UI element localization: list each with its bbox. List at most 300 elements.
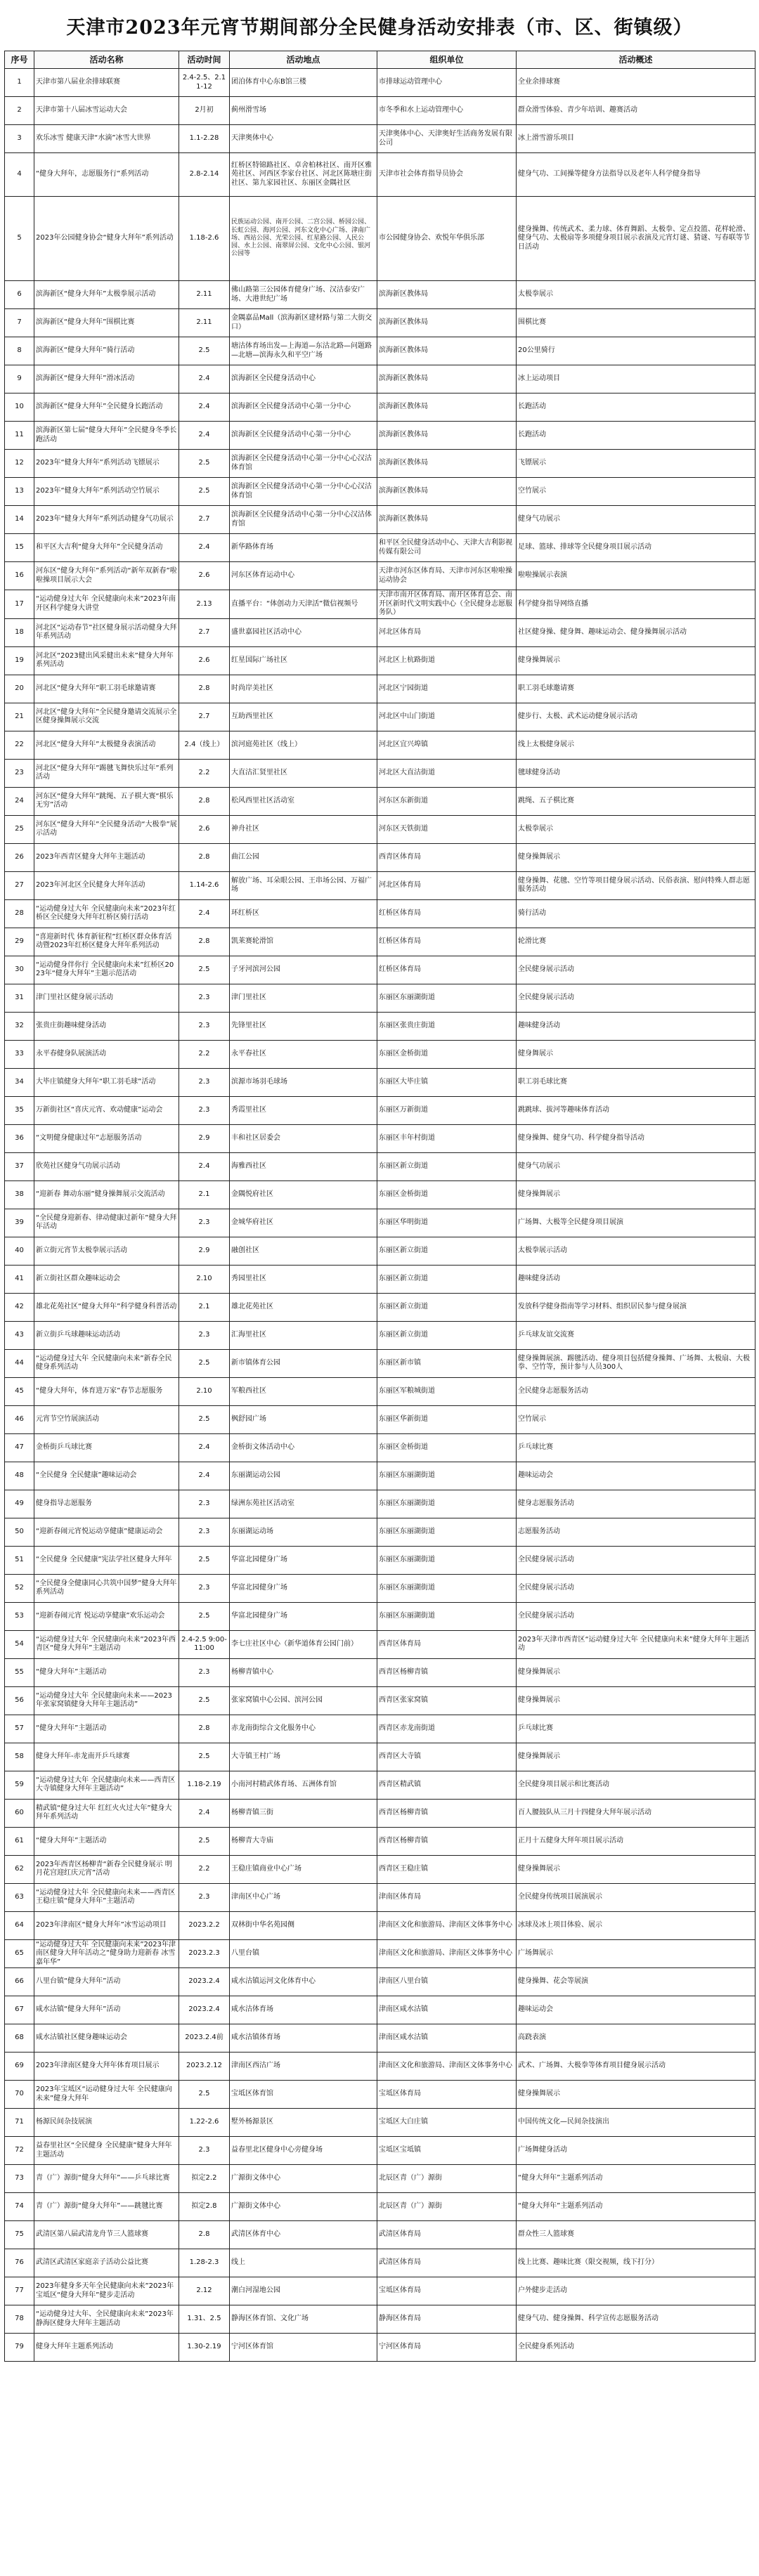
cell-time: 2.2 bbox=[179, 759, 230, 787]
cell-time: 2.5 bbox=[179, 450, 230, 478]
cell-activity-name: “全民健身全健康同心共筑中国梦”健身大拜年系列活动 bbox=[34, 1574, 179, 1602]
cell-location: 金隅悦府社区 bbox=[230, 1180, 377, 1209]
table-row bbox=[5, 1686, 755, 1715]
cell-description: “健身大拜年”主题系列活动 bbox=[517, 2193, 755, 2221]
cell-index: 25 bbox=[5, 815, 34, 843]
cell-activity-name: 河北区“健身大拜年”全民健身邀请交流展示全区健身操舞展示交流 bbox=[34, 703, 179, 731]
table-row bbox=[5, 1518, 755, 1546]
cell-time: 2.8 bbox=[179, 1715, 230, 1743]
cell-time: 2023.2.12 bbox=[179, 2053, 230, 2081]
cell-activity-name: 永平春健身队展演活动 bbox=[34, 1040, 179, 1068]
cell-location: 滨海新区全民健身活动中心第一分中心 bbox=[230, 422, 377, 450]
cell-organizer: 滨海新区教体局 bbox=[377, 450, 517, 478]
cell-description: 健身气功、健身操舞、科学宣传志愿服务活动 bbox=[517, 2305, 755, 2334]
cell-description: 高跷表演 bbox=[517, 2024, 755, 2053]
header-cell: 活动概述 bbox=[517, 51, 755, 69]
cell-organizer: 宝坻区大白庄镇 bbox=[377, 2109, 517, 2137]
cell-activity-name: 河东区“健身大拜年”跳绳、五子棋大赛“棋乐无穷”活动 bbox=[34, 787, 179, 815]
cell-location: 蓟州滑雪场 bbox=[230, 97, 377, 125]
cell-time: 2.5 bbox=[179, 1686, 230, 1715]
cell-index: 66 bbox=[5, 1968, 34, 1996]
cell-organizer: 东丽区华明街道 bbox=[377, 1209, 517, 1237]
cell-location: 华富北园健身广场 bbox=[230, 1574, 377, 1602]
cell-organizer: 河北区中山门街道 bbox=[377, 703, 517, 731]
table-row bbox=[5, 787, 755, 815]
cell-index: 62 bbox=[5, 1855, 34, 1883]
cell-index: 71 bbox=[5, 2109, 34, 2137]
cell-activity-name: 欢乐冰雪 健康天津“水滴”冰雪大世界 bbox=[34, 125, 179, 153]
table-row bbox=[5, 337, 755, 365]
cell-description: 线上太极健身展示 bbox=[517, 731, 755, 759]
cell-activity-name: 天津市第八届业余排球联赛 bbox=[34, 69, 179, 97]
table-row bbox=[5, 815, 755, 843]
table-row bbox=[5, 928, 755, 956]
cell-activity-name: 青（广）源街“健身大拜年”——乒乓球比赛 bbox=[34, 2165, 179, 2193]
table-row bbox=[5, 2081, 755, 2109]
cell-organizer: 东丽区大毕庄镇 bbox=[377, 1068, 517, 1096]
cell-index: 34 bbox=[5, 1068, 34, 1096]
cell-time: 2.9 bbox=[179, 1124, 230, 1152]
cell-time: 2.4 bbox=[179, 899, 230, 928]
cell-description: 全民健身志愿服务活动 bbox=[517, 1377, 755, 1405]
cell-location: 咸水沽镇运河文化体育中心 bbox=[230, 1968, 377, 1996]
cell-organizer: 河北区大直沽街道 bbox=[377, 759, 517, 787]
cell-time: 拟定2.2 bbox=[179, 2165, 230, 2193]
table-row bbox=[5, 1152, 755, 1180]
cell-description: 趣味运动会 bbox=[517, 1996, 755, 2024]
cell-time: 2.2 bbox=[179, 1855, 230, 1883]
cell-description: 健身操舞展示 bbox=[517, 1658, 755, 1686]
table-row bbox=[5, 2305, 755, 2334]
cell-time: 1.22-2.6 bbox=[179, 2109, 230, 2137]
cell-index: 76 bbox=[5, 2249, 34, 2277]
cell-description: 群众性三人篮球赛 bbox=[517, 2221, 755, 2249]
cell-description: 围棋比赛 bbox=[517, 309, 755, 337]
cell-description: 全民健身系列活动 bbox=[517, 2334, 755, 2362]
table-row bbox=[5, 1490, 755, 1518]
cell-index: 35 bbox=[5, 1096, 34, 1124]
table-row bbox=[5, 1658, 755, 1686]
cell-activity-name: 滨海新区“健身大拜年”骑行活动 bbox=[34, 337, 179, 365]
cell-activity-name: “全民健身 全民健康”宪法学社区健身大拜年 bbox=[34, 1546, 179, 1574]
cell-location: 大直沽汇贤里社区 bbox=[230, 759, 377, 787]
cell-location: 雄北花苑社区 bbox=[230, 1293, 377, 1321]
cell-time: 2023.2.2 bbox=[179, 1911, 230, 1939]
cell-time: 2.6 bbox=[179, 646, 230, 675]
cell-time: 1.18-2.19 bbox=[179, 1771, 230, 1799]
cell-description: 全民健身展示活动 bbox=[517, 984, 755, 1012]
cell-time: 2.8 bbox=[179, 928, 230, 956]
cell-index: 39 bbox=[5, 1209, 34, 1237]
cell-time: 2.5 bbox=[179, 337, 230, 365]
table-row bbox=[5, 1771, 755, 1799]
cell-activity-name: 滨海新区“健身大拜年”全民健身长跑活动 bbox=[34, 393, 179, 422]
cell-location: 滨海新区全民健身活动中心第一分中心心汉沽体育馆 bbox=[230, 478, 377, 506]
cell-description: 正月十五健身大拜年项目展示活动 bbox=[517, 1827, 755, 1855]
table-row bbox=[5, 2024, 755, 2053]
cell-activity-name: 2023年宝坻区“运动健身过大年 全民健康向未来”健身大拜年 bbox=[34, 2081, 179, 2109]
cell-index: 63 bbox=[5, 1883, 34, 1911]
cell-time: 2.2 bbox=[179, 1040, 230, 1068]
table-row bbox=[5, 1293, 755, 1321]
cell-activity-name: 杨源民间杂技展演 bbox=[34, 2109, 179, 2137]
cell-location: 绿洲东苑社区活动室 bbox=[230, 1490, 377, 1518]
cell-organizer: 东丽区新立街道 bbox=[377, 1152, 517, 1180]
cell-organizer: 东丽区东丽湖街道 bbox=[377, 1490, 517, 1518]
cell-activity-name: 滨海新区“健身大拜年”太极拳展示活动 bbox=[34, 281, 179, 309]
cell-time: 2.4 bbox=[179, 1462, 230, 1490]
cell-description: 广场舞展示 bbox=[517, 1939, 755, 1968]
cell-location: 红星国际广场社区 bbox=[230, 646, 377, 675]
cell-location: 王稳庄镇商业中心广场 bbox=[230, 1855, 377, 1883]
cell-description: 健身舞展示 bbox=[517, 1040, 755, 1068]
cell-time: 2月初 bbox=[179, 97, 230, 125]
cell-time: 2.8-2.14 bbox=[179, 153, 230, 197]
cell-description: 2023年天津市西青区“运动健身过大年 全民健康向未来”健身大拜年主题活动 bbox=[517, 1630, 755, 1658]
table-row bbox=[5, 197, 755, 281]
cell-location: 李七庄社区中心（新华道体育公园门前） bbox=[230, 1630, 377, 1658]
cell-index: 54 bbox=[5, 1630, 34, 1658]
cell-time: 2.5 bbox=[179, 1827, 230, 1855]
cell-location: 静海区体育馆、文化广场 bbox=[230, 2305, 377, 2334]
cell-index: 30 bbox=[5, 956, 34, 984]
cell-index: 4 bbox=[5, 153, 34, 197]
cell-index: 74 bbox=[5, 2193, 34, 2221]
cell-organizer: 西青区杨柳青镇 bbox=[377, 1827, 517, 1855]
cell-location: 津南区中心广场 bbox=[230, 1883, 377, 1911]
cell-activity-name: 张贵庄街趣味健身活动 bbox=[34, 1012, 179, 1040]
cell-time: 1.14-2.6 bbox=[179, 871, 230, 899]
cell-activity-name: 津门里社区健身展示活动 bbox=[34, 984, 179, 1012]
cell-time: 1.30-2.19 bbox=[179, 2334, 230, 2362]
cell-location: 汇海里社区 bbox=[230, 1321, 377, 1349]
cell-location: 双林街中华名苑园侧 bbox=[230, 1911, 377, 1939]
cell-description: 健身操舞、传统武术、柔力球、体育舞蹈、太极拳、定点投篮、花样轮滑、健身气功、太极扇等多项健身项目展示表演及元宵灯谜、猜谜、写春联等节日活动 bbox=[517, 197, 755, 281]
cell-description: 乒乓球比赛 bbox=[517, 1715, 755, 1743]
cell-time: 2.4-2.5、2.11-12 bbox=[179, 69, 230, 97]
table-row bbox=[5, 871, 755, 899]
cell-time: 2.3 bbox=[179, 2137, 230, 2165]
cell-organizer: 西青区赤龙南街道 bbox=[377, 1715, 517, 1743]
cell-activity-name: 大毕庄镇健身大拜年“职工羽毛球”活动 bbox=[34, 1068, 179, 1096]
cell-location: 秀园里社区 bbox=[230, 1265, 377, 1293]
table-row bbox=[5, 1630, 755, 1658]
cell-activity-name: “健身大拜年”主题活动 bbox=[34, 1658, 179, 1686]
cell-time: 2.4 bbox=[179, 534, 230, 562]
cell-organizer: 静海区体育局 bbox=[377, 2305, 517, 2334]
cell-location: 团泊体育中心东B馆三楼 bbox=[230, 69, 377, 97]
cell-description: 社区健身操、健身舞、趣味运动会、健身操舞展示活动 bbox=[517, 618, 755, 646]
cell-description: “健身大拜年”主题系列活动 bbox=[517, 2165, 755, 2193]
cell-description: 科学健身指导网络直播 bbox=[517, 590, 755, 619]
cell-description: 健身操舞展示 bbox=[517, 1855, 755, 1883]
cell-description: 职工羽毛球邀请赛 bbox=[517, 675, 755, 703]
cell-time: 2.3 bbox=[179, 1012, 230, 1040]
cell-description: 20公里骑行 bbox=[517, 337, 755, 365]
table-row bbox=[5, 2221, 755, 2249]
cell-location: 杨柳青镇中心 bbox=[230, 1658, 377, 1686]
cell-index: 33 bbox=[5, 1040, 34, 1068]
cell-description: 趣味运动会 bbox=[517, 1462, 755, 1490]
cell-description: 职工羽毛球比赛 bbox=[517, 1068, 755, 1096]
cell-description: 全民健身传统项目展演展示 bbox=[517, 1883, 755, 1911]
cell-organizer: 河北区宁园街道 bbox=[377, 675, 517, 703]
table-row bbox=[5, 899, 755, 928]
cell-organizer: 河东区东新街道 bbox=[377, 787, 517, 815]
table-row bbox=[5, 281, 755, 309]
cell-activity-name: 雄北花苑社区“健身大拜年”科学健身科普活动 bbox=[34, 1293, 179, 1321]
table-row bbox=[5, 1124, 755, 1152]
cell-location: 互助西里社区 bbox=[230, 703, 377, 731]
cell-time: 2.11 bbox=[179, 281, 230, 309]
cell-index: 51 bbox=[5, 1546, 34, 1574]
cell-location: 松风西里社区活动室 bbox=[230, 787, 377, 815]
cell-activity-name: “运动健身过大年 全民健康向未来”2023年津南区健身大拜年活动之“健身助力迎新春 冰雪嘉年华” bbox=[34, 1939, 179, 1968]
cell-time: 2.5 bbox=[179, 956, 230, 984]
table-row bbox=[5, 1405, 755, 1433]
cell-location: 解放广场、耳朵眼公园、王串场公园、万福广场 bbox=[230, 871, 377, 899]
cell-time: 2.8 bbox=[179, 2221, 230, 2249]
cell-organizer: 武清区体育局 bbox=[377, 2249, 517, 2277]
cell-activity-name: “健身大拜年，体育进万家”春节志愿服务 bbox=[34, 1377, 179, 1405]
cell-index: 7 bbox=[5, 309, 34, 337]
cell-description: 健步行、太极、武术运动健身展示活动 bbox=[517, 703, 755, 731]
cell-description: 空竹展示 bbox=[517, 478, 755, 506]
table-row bbox=[5, 1180, 755, 1209]
cell-index: 10 bbox=[5, 393, 34, 422]
table-row bbox=[5, 1715, 755, 1743]
cell-activity-name: “喜迎新时代 体育新征程”红桥区群众体育活动暨2023年红桥区健身大拜年系列活动 bbox=[34, 928, 179, 956]
cell-time: 2.8 bbox=[179, 843, 230, 871]
cell-activity-name: 2023年健身多天年全民健康向未来”2023年宝坻区“健身大拜年”健步走活动 bbox=[34, 2277, 179, 2305]
cell-time: 2.7 bbox=[179, 506, 230, 534]
cell-activity-name: “健身大拜年”主题活动 bbox=[34, 1715, 179, 1743]
table-row bbox=[5, 1377, 755, 1405]
cell-activity-name: “迎新春闹元宵 悦运动享健康”欢乐运动会 bbox=[34, 1602, 179, 1630]
cell-organizer: 津南区文化和旅游局、津南区文体事务中心 bbox=[377, 1939, 517, 1968]
cell-description: 健身操舞展示 bbox=[517, 1743, 755, 1771]
cell-description: 志愿服务活动 bbox=[517, 1518, 755, 1546]
cell-description: 轮滑比赛 bbox=[517, 928, 755, 956]
cell-activity-name: 河东区“健身大拜年”全民健身活动“大极拳”展示活动 bbox=[34, 815, 179, 843]
cell-location: 东丽湖运动公园 bbox=[230, 1462, 377, 1490]
cell-location: 金桥街文体活动中心 bbox=[230, 1433, 377, 1462]
cell-organizer: 和平区全民健身活动中心、天津大吉利影视传媒有限公司 bbox=[377, 534, 517, 562]
cell-activity-name: 武清区第八届武清龙舟节三人篮球赛 bbox=[34, 2221, 179, 2249]
cell-time: 2023.2.4 bbox=[179, 1996, 230, 2024]
cell-organizer: 津南区文化和旅游局、津南区文体事务中心 bbox=[377, 2053, 517, 2081]
cell-description: 线上比赛、趣味比赛（限交视频，线下打分） bbox=[517, 2249, 755, 2277]
cell-organizer: 红桥区体育局 bbox=[377, 928, 517, 956]
cell-index: 5 bbox=[5, 197, 34, 281]
header-cell: 活动地点 bbox=[230, 51, 377, 69]
table-row bbox=[5, 1939, 755, 1968]
cell-activity-name: 2023年“健身大拜年”系列活动空竹展示 bbox=[34, 478, 179, 506]
cell-organizer: 西青区杨柳青镇 bbox=[377, 1658, 517, 1686]
cell-organizer: 滨海新区教体局 bbox=[377, 393, 517, 422]
cell-organizer: 西青区张家窝镇 bbox=[377, 1686, 517, 1715]
cell-description: 空竹展示 bbox=[517, 1405, 755, 1433]
cell-description: 飞镖展示 bbox=[517, 450, 755, 478]
cell-organizer: 东丽区新立街道 bbox=[377, 1237, 517, 1265]
table-row bbox=[5, 1349, 755, 1377]
cell-organizer: 东丽区金桥街道 bbox=[377, 1040, 517, 1068]
cell-time: 2.4 bbox=[179, 393, 230, 422]
cell-organizer: 东丽区华新街道 bbox=[377, 1405, 517, 1433]
cell-location: 潮白河湿地公园 bbox=[230, 2277, 377, 2305]
cell-activity-name: 八里台镇“健身大拜年”活动 bbox=[34, 1968, 179, 1996]
cell-index: 65 bbox=[5, 1939, 34, 1968]
cell-organizer: 滨海新区教体局 bbox=[377, 337, 517, 365]
cell-location: 宁河区体育馆 bbox=[230, 2334, 377, 2362]
cell-index: 36 bbox=[5, 1124, 34, 1152]
cell-location: 小南河村精武体育场、五洲体育馆 bbox=[230, 1771, 377, 1799]
cell-activity-name: “迎新春 舞动东丽”健身操舞展示交流活动 bbox=[34, 1180, 179, 1209]
cell-index: 49 bbox=[5, 1490, 34, 1518]
cell-description: 冰上运动项目 bbox=[517, 365, 755, 393]
table-row bbox=[5, 1040, 755, 1068]
cell-index: 48 bbox=[5, 1462, 34, 1490]
cell-description: 群众滑雪体验、青少年培训、趣赛活动 bbox=[517, 97, 755, 125]
cell-activity-name: 和平区大吉利“健身大拜年”全民健身活动 bbox=[34, 534, 179, 562]
cell-organizer: 津南区文化和旅游局、津南区文体事务中心 bbox=[377, 1911, 517, 1939]
cell-index: 64 bbox=[5, 1911, 34, 1939]
table-row bbox=[5, 506, 755, 534]
cell-location: 赤龙南街综合文化服务中心 bbox=[230, 1715, 377, 1743]
cell-activity-name: 武清区武清区家庭亲子活动公益比赛 bbox=[34, 2249, 179, 2277]
cell-location: 滨海新区全民健身活动中心第一分中心心汉沽体育馆 bbox=[230, 450, 377, 478]
cell-index: 17 bbox=[5, 590, 34, 619]
table-row bbox=[5, 2193, 755, 2221]
cell-index: 6 bbox=[5, 281, 34, 309]
table-row bbox=[5, 646, 755, 675]
cell-location: 武清区体育中心 bbox=[230, 2221, 377, 2249]
cell-time: 2.9 bbox=[179, 1237, 230, 1265]
cell-activity-name: “运动健身过大年 全民健康向未来——2023年张家窝镇健身大拜年主题活动” bbox=[34, 1686, 179, 1715]
cell-activity-name: 河北区“运动春节”社区健身展示活动健身大拜年系列活动 bbox=[34, 618, 179, 646]
cell-index: 77 bbox=[5, 2277, 34, 2305]
cell-description: 乒乓球比赛 bbox=[517, 1433, 755, 1462]
cell-location: 金城华府社区 bbox=[230, 1209, 377, 1237]
cell-description: 全民健身展示活动 bbox=[517, 956, 755, 984]
cell-description: 毽球健身活动 bbox=[517, 759, 755, 787]
cell-index: 40 bbox=[5, 1237, 34, 1265]
cell-time: 2.1 bbox=[179, 1180, 230, 1209]
table-row bbox=[5, 1462, 755, 1490]
cell-location: 凯莱赛轮滑馆 bbox=[230, 928, 377, 956]
cell-description: 冰球及冰上项目体验、展示 bbox=[517, 1911, 755, 1939]
table-row bbox=[5, 1743, 755, 1771]
cell-organizer: 滨海新区教体局 bbox=[377, 365, 517, 393]
cell-index: 68 bbox=[5, 2024, 34, 2053]
cell-activity-name: “运动健身过大年 全民健康向未来”2023年红桥区全民健身大拜年红桥区骑行活动 bbox=[34, 899, 179, 928]
cell-time: 2.4 bbox=[179, 1152, 230, 1180]
cell-index: 72 bbox=[5, 2137, 34, 2165]
cell-index: 8 bbox=[5, 337, 34, 365]
cell-location: 秀霞里社区 bbox=[230, 1096, 377, 1124]
table-row bbox=[5, 1237, 755, 1265]
cell-organizer: 红桥区体育局 bbox=[377, 956, 517, 984]
table-row bbox=[5, 478, 755, 506]
cell-location: 滨海新区全民健身活动中心第一分中心 bbox=[230, 393, 377, 422]
table-row bbox=[5, 1883, 755, 1911]
cell-time: 2.5 bbox=[179, 1405, 230, 1433]
cell-activity-name: “迎新春闹元宵悦运动享健康”健康运动会 bbox=[34, 1518, 179, 1546]
cell-location: 大寺镇王村广场 bbox=[230, 1743, 377, 1771]
table-row bbox=[5, 2249, 755, 2277]
cell-activity-name: “文明健身健康过年”志愿服务活动 bbox=[34, 1124, 179, 1152]
cell-organizer: 市冬季和水上运动管理中心 bbox=[377, 97, 517, 125]
cell-organizer: 津南区咸水沽镇 bbox=[377, 2024, 517, 2053]
cell-time: 2.4 bbox=[179, 365, 230, 393]
cell-activity-name: 河北区“健身大拜年”职工羽毛球邀请赛 bbox=[34, 675, 179, 703]
cell-organizer: 东丽区新市镇 bbox=[377, 1349, 517, 1377]
cell-time: 2.4 bbox=[179, 422, 230, 450]
header-cell: 序号 bbox=[5, 51, 34, 69]
cell-location: 咸水沽体育场 bbox=[230, 1996, 377, 2024]
cell-activity-name: 精武镇“健身过大年 红红火火过大年”健身大拜年系列活动 bbox=[34, 1799, 179, 1827]
cell-location: 先锋里社区 bbox=[230, 1012, 377, 1040]
cell-activity-name: 青（广）源街“健身大拜年”——跳毽比赛 bbox=[34, 2193, 179, 2221]
cell-organizer: 武清区体育局 bbox=[377, 2221, 517, 2249]
cell-index: 1 bbox=[5, 69, 34, 97]
table-row bbox=[5, 703, 755, 731]
cell-activity-name: “运动健身过大年 全民健康向未来”2023年西青区“健身大拜年”主题活动 bbox=[34, 1630, 179, 1658]
cell-activity-name: 元宵节空竹展演活动 bbox=[34, 1405, 179, 1433]
cell-location: 滨河庭苑社区（线上） bbox=[230, 731, 377, 759]
cell-time: 2.13 bbox=[179, 590, 230, 619]
cell-organizer: 北辰区青（广）源街 bbox=[377, 2165, 517, 2193]
cell-index: 27 bbox=[5, 871, 34, 899]
cell-index: 47 bbox=[5, 1433, 34, 1462]
cell-location: 杨柳青大寺庙 bbox=[230, 1827, 377, 1855]
cell-time: 2.6 bbox=[179, 815, 230, 843]
cell-index: 16 bbox=[5, 562, 34, 590]
cell-description: 长跑活动 bbox=[517, 422, 755, 450]
table-header-row bbox=[5, 51, 755, 69]
cell-time: 2.5 bbox=[179, 478, 230, 506]
cell-index: 60 bbox=[5, 1799, 34, 1827]
cell-location: 子牙河滨河公园 bbox=[230, 956, 377, 984]
cell-organizer: 东丽区丰年村街道 bbox=[377, 1124, 517, 1152]
cell-index: 42 bbox=[5, 1293, 34, 1321]
cell-location: 塘沽体育场出发—上海道—东沽北路—问题路—北塘—滨海永久和平空广场 bbox=[230, 337, 377, 365]
cell-time: 2.5 bbox=[179, 2081, 230, 2109]
cell-organizer: 东丽区金桥街道 bbox=[377, 1433, 517, 1462]
cell-description: 广场舞健身活动 bbox=[517, 2137, 755, 2165]
cell-location: 融创社区 bbox=[230, 1237, 377, 1265]
cell-organizer: 西青区王稳庄镇 bbox=[377, 1855, 517, 1883]
cell-description: 发放科学健身指南等学习材料、组织居民参与健身展演 bbox=[517, 1293, 755, 1321]
cell-location: 盛世嘉园社区活动中心 bbox=[230, 618, 377, 646]
cell-activity-name: 欣苑社区健身气功展示活动 bbox=[34, 1152, 179, 1180]
cell-activity-name: “全民健身迎新春、律动健康过新年”健身大拜年活动 bbox=[34, 1209, 179, 1237]
cell-index: 21 bbox=[5, 703, 34, 731]
cell-activity-name: 2023年“健身大拜年”系列活动飞镖展示 bbox=[34, 450, 179, 478]
cell-time: 2.5 bbox=[179, 1743, 230, 1771]
cell-time: 2.7 bbox=[179, 618, 230, 646]
cell-time: 2.3 bbox=[179, 1658, 230, 1686]
cell-activity-name: 金桥街乒乓球比赛 bbox=[34, 1433, 179, 1462]
cell-index: 58 bbox=[5, 1743, 34, 1771]
cell-index: 19 bbox=[5, 646, 34, 675]
cell-time: 1.18-2.6 bbox=[179, 197, 230, 281]
cell-time: 2.11 bbox=[179, 309, 230, 337]
cell-location: 益春里北区健身中心旁健身场 bbox=[230, 2137, 377, 2165]
table-row bbox=[5, 450, 755, 478]
cell-organizer: 西青区体育局 bbox=[377, 1630, 517, 1658]
cell-index: 37 bbox=[5, 1152, 34, 1180]
